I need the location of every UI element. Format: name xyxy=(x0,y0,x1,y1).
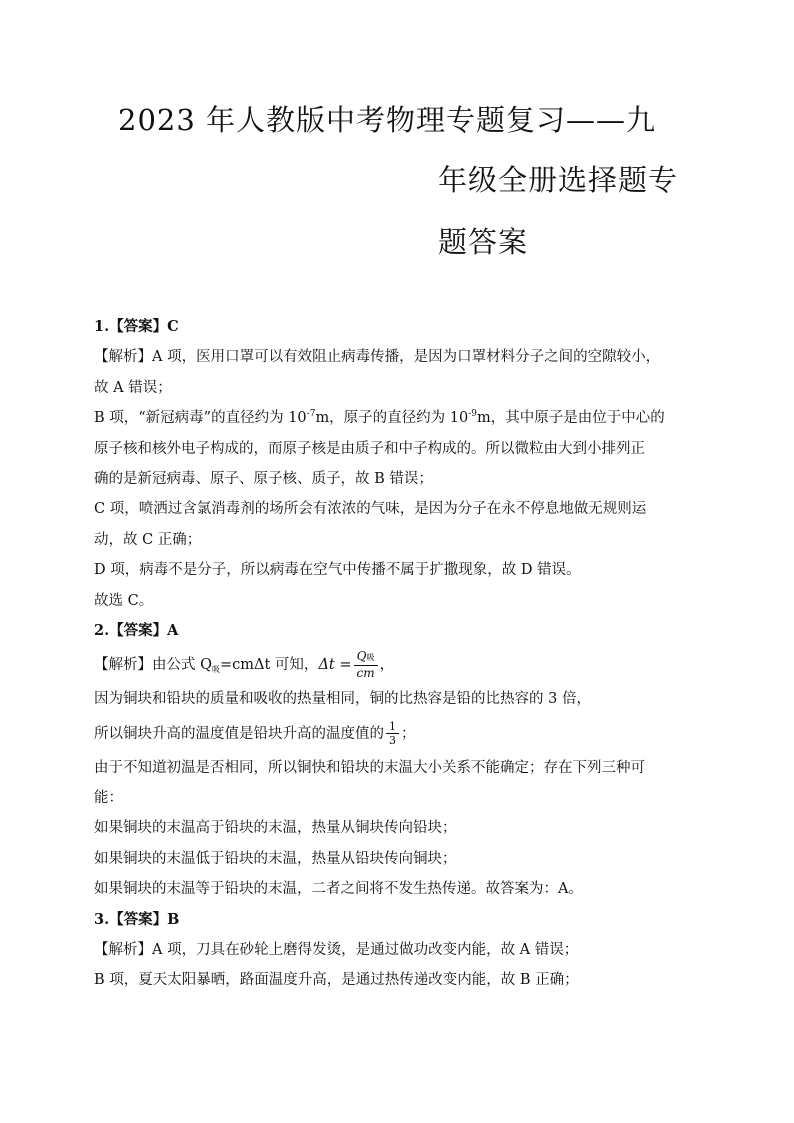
q2-one-third xyxy=(386,720,399,747)
q2-answer: 2.【答案】A xyxy=(94,621,179,639)
document-title-line-3: 题答案 xyxy=(438,225,529,259)
q1-answer: 1.【答案】C xyxy=(94,318,179,335)
q2-formula-line xyxy=(94,646,634,684)
q1-b-post: m，其中原子是由位于中心的 xyxy=(477,410,665,427)
q1-analysis-a-line-1: 【解析】A 项，医用口罩可以有效阻止病毒传播，是因为口罩材料分子之间的空隙较小， xyxy=(94,349,661,366)
q2-formula-pre: 【解析】由公式 Q xyxy=(94,657,212,674)
q1-b-exponent-1: -7 xyxy=(306,409,316,420)
q2-one-third-numerator: 1 xyxy=(386,720,399,734)
q2-line-5: 能： xyxy=(94,790,123,807)
q1-analysis-a-line-2: 故 A 错误； xyxy=(94,379,172,396)
q1-analysis-b-line-1 xyxy=(94,403,665,433)
q2-delta-t: Δt = xyxy=(318,657,352,674)
q1-b-mid: m，原子的直径约为 10 xyxy=(315,410,469,427)
q2-line-3-post: ； xyxy=(401,725,416,742)
document-title-line-2: 年级全册选择题专 xyxy=(438,163,679,197)
q3-answer: 3.【答案】B xyxy=(94,910,180,928)
q2-fraction-denominator: cm xyxy=(356,666,375,681)
q1-analysis-c-line-2: 动，故 C 正确； xyxy=(94,531,202,548)
q2-line-3 xyxy=(94,715,634,753)
q2-line-4: 由于不知道初温是否相同，所以铜快和铅块的末温大小关系不能确定；存在下列三种可 xyxy=(94,759,645,776)
q2-formula-mid: =cmΔt 可知， xyxy=(220,657,319,674)
q2-fraction-numerator: Q吸 xyxy=(354,649,378,666)
q2-formula-post: ， xyxy=(379,657,395,674)
q1-analysis-c-line-1: C 项，喷洒过含氯消毒剂的场所会有浓浓的气味，是因为分子在永不停息地做无规则运 xyxy=(94,501,647,518)
q1-analysis-d-line-1: D 项，病毒不是分子，所以病毒在空气中传播不属于扩撒现象，故 D 错误。 xyxy=(94,562,581,579)
q1-b-pre: B 项，“新冠病毒”的直径约为 10 xyxy=(94,410,307,427)
q2-fraction xyxy=(354,649,378,681)
q2-line-3-pre: 所以铜块升高的温度值是铅块升高的温度值的 xyxy=(94,725,384,742)
q2-case-1: 如果铜块的末温高于铅块的末温，热量从铜块传向铅块； xyxy=(94,820,457,837)
q2-one-third-denominator: 3 xyxy=(389,734,396,748)
q1-b-exponent-2: -9 xyxy=(468,409,478,420)
q3-analysis-a-line-1: 【解析】A 项，刀具在砂轮上磨得发烫，是通过做功改变内能，故 A 错误； xyxy=(94,942,579,959)
q1-analysis-b-line-2: 原子核和核外电子构成的，而原子核是由质子和中子构成的。所以微粒由大到小排列正 xyxy=(94,440,645,457)
q2-case-2: 如果铜块的末温低于铅块的末温，热量从铅块传向铜块； xyxy=(94,850,457,867)
q2-line-2: 因为铜块和铅块的质量和吸收的热量相同，铜的比热容是铅的比热容的 3 倍， xyxy=(94,691,591,708)
q3-analysis-b-line-1: B 项，夏天太阳暴晒，路面温度升高，是通过热传递改变内能，故 B 正确； xyxy=(94,972,579,989)
q1-conclusion: 故选 C。 xyxy=(94,592,154,609)
q2-formula-subscript: 吸 xyxy=(212,665,220,675)
q1-analysis-b-line-3: 确的是新冠病毒、原子、原子核、质子，故 B 错误； xyxy=(94,470,433,487)
document-title-line-1: 2023 年人教版中考物理专题复习——九 xyxy=(118,103,657,137)
q2-case-3: 如果铜块的末温等于铅块的末温，二者之间将不发生热传递。故答案为：A。 xyxy=(94,881,583,898)
answer-content xyxy=(94,312,665,996)
